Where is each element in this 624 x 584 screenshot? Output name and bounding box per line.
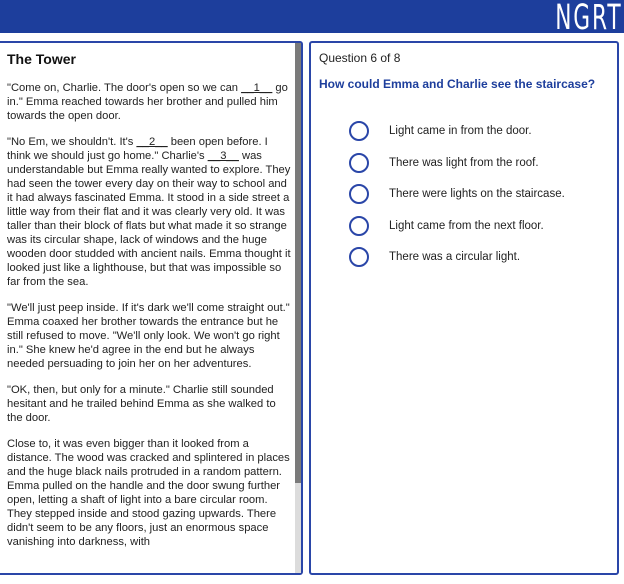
passage-blank: __1__ bbox=[241, 82, 273, 94]
answer-option-label[interactable]: There were lights on the staircase. bbox=[389, 188, 565, 200]
passage-scroll-area[interactable] bbox=[2, 43, 295, 573]
answer-option-label[interactable]: Light came from the next floor. bbox=[389, 219, 544, 232]
passage-blank: __3__ bbox=[207, 150, 239, 162]
question-text: How could Emma and Charlie see the staircase? bbox=[319, 77, 596, 91]
answer-option-3[interactable] bbox=[349, 184, 599, 216]
radio-button-icon[interactable] bbox=[349, 153, 369, 173]
answer-option-label[interactable]: There was light from the roof. bbox=[389, 156, 539, 169]
passage-text: Close to, it was even bigger than it looked from a distance. The wood was cracked and splintered in places and the huge black nails protruded in a random pattern. Emma pulled on the handle and the door swung further open, letting a shaft of light into a bare circular room. They stepped inside and stood gazing upwards. There didn't seem to be any floors, just an enormous space vanishing into darkness, with bbox=[7, 438, 290, 548]
radio-button-icon[interactable] bbox=[349, 121, 369, 141]
radio-button-icon[interactable] bbox=[349, 247, 369, 267]
passage-text: go in." Emma reached towards her brother and pulled him towards the open door. bbox=[7, 82, 288, 122]
brand-logo: NGRT bbox=[554, 0, 622, 38]
passage-text: "Come on, Charlie. The door's open so we can bbox=[7, 82, 242, 94]
passage-text: was understandable but Emma really wanted to explore. They had seen the tower every day on their way to school and it had always fascinated Emma. It stood in a side street a little way from their flat and it was clearly very old. It was taller than their block of flats but what made it so strange was its circular shape, lack of windows and the huge wooden door studded with ancient nails. Emma thought it looked just like a lighthouse, but that was impossible so far from the sea. bbox=[7, 150, 291, 288]
answer-option-2[interactable] bbox=[349, 153, 599, 185]
passage-panel bbox=[0, 41, 303, 575]
answer-options bbox=[349, 121, 599, 279]
passage-scrollbar[interactable] bbox=[295, 43, 301, 573]
passage-blank: __2__ bbox=[136, 136, 168, 148]
radio-button-icon[interactable] bbox=[349, 184, 369, 204]
header-bar bbox=[0, 0, 624, 38]
passage-paragraph bbox=[7, 383, 291, 425]
answer-option-4[interactable] bbox=[349, 216, 599, 248]
answer-option-label[interactable]: Light came in from the door. bbox=[389, 125, 532, 137]
answer-option-1[interactable] bbox=[349, 121, 599, 153]
passage-text: "OK, then, but only for a minute." Charlie still sounded hesitant and he trailed behind Emma as she walked to the door. bbox=[7, 384, 276, 424]
passage-text: been open before. I think we should just go home." Charlie's bbox=[7, 136, 268, 162]
passage-paragraph bbox=[7, 301, 291, 371]
passage-paragraph bbox=[7, 81, 291, 123]
passage-scrollbar-thumb[interactable] bbox=[295, 43, 301, 483]
passage-paragraph bbox=[7, 437, 291, 549]
passage-text: "We'll just peep inside. If it's dark we'll come straight out." Emma coaxed her brother towards the entrance but he still refused to move. "We'll only look. We won't go right in." She knew he'd agree in the end but he always needed persuading to join her on her adventures. bbox=[7, 302, 290, 370]
passage-text: "No Em, we shouldn't. It's bbox=[7, 136, 137, 148]
radio-button-icon[interactable] bbox=[349, 216, 369, 236]
answer-option-5[interactable] bbox=[349, 247, 599, 279]
answer-option-label[interactable]: There was a circular light. bbox=[389, 251, 521, 263]
question-panel bbox=[309, 41, 619, 575]
passage-body bbox=[2, 81, 295, 549]
passage-title: The Tower bbox=[7, 51, 76, 67]
question-number: Question 6 of 8 bbox=[319, 51, 401, 65]
passage-paragraph bbox=[7, 135, 291, 289]
